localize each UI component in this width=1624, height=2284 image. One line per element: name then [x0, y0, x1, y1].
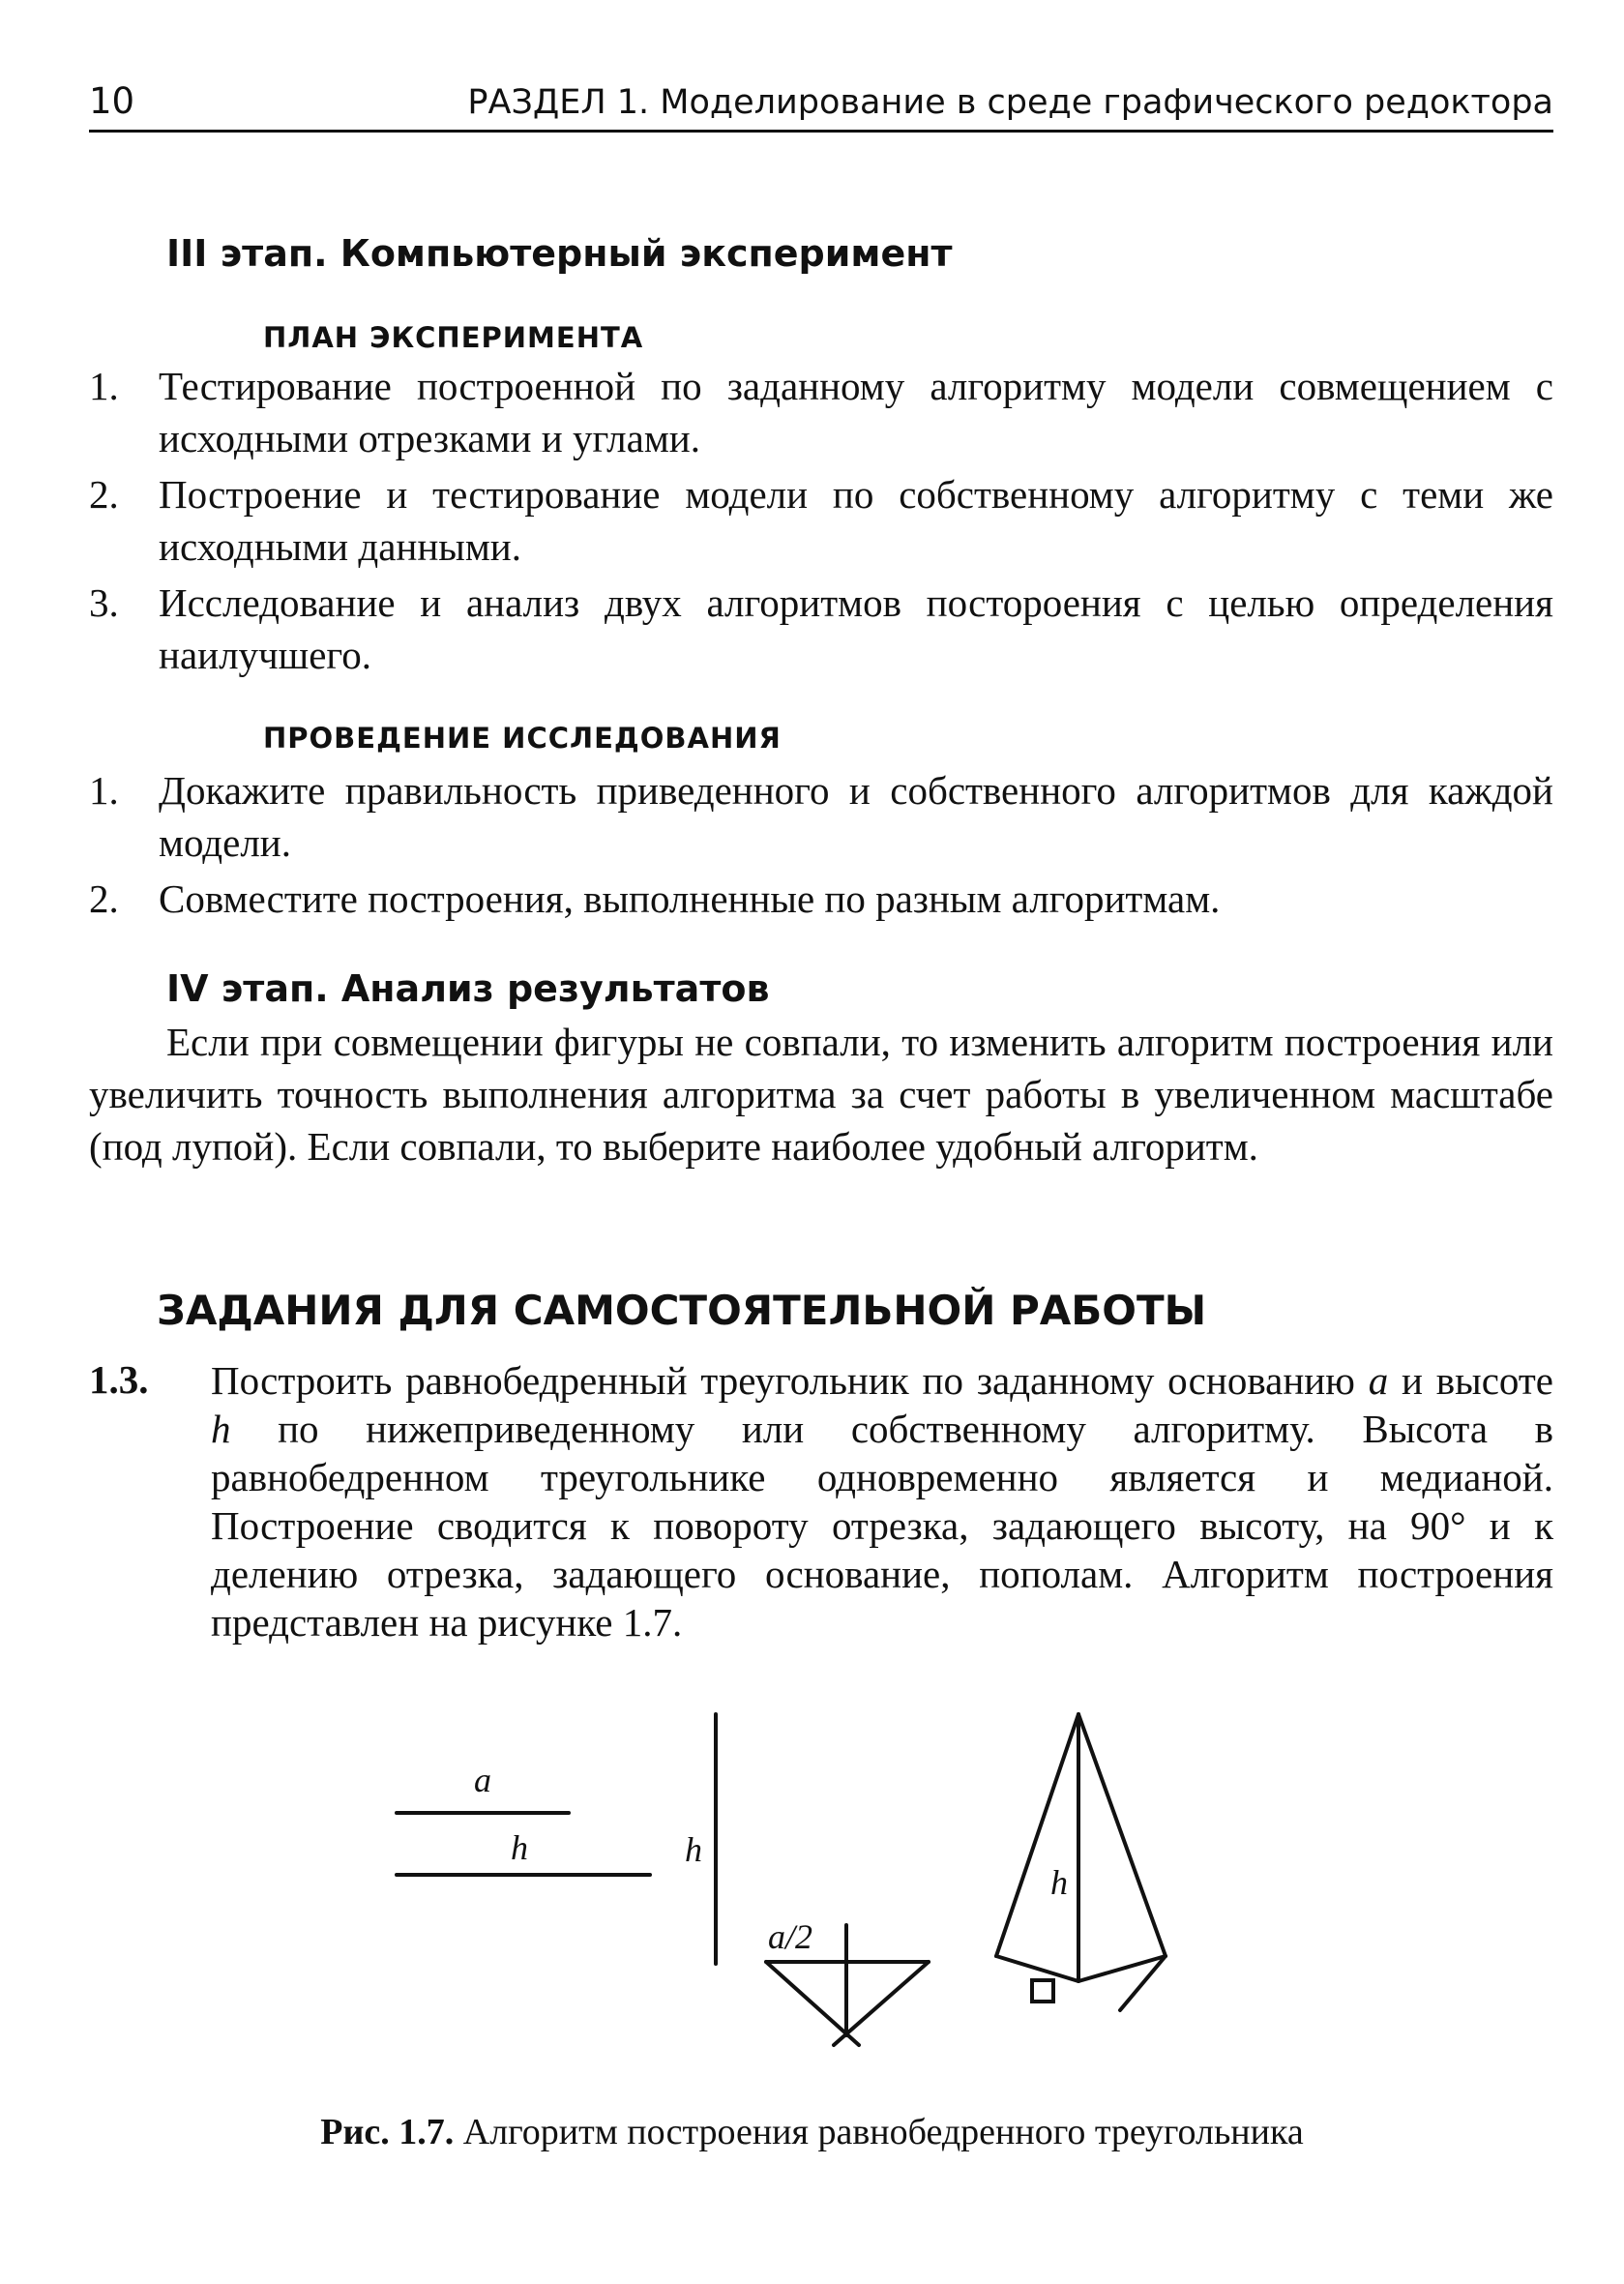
- triangle-left-side: [996, 1714, 1078, 1956]
- task-text-part: по нижеприведенному или собственному алгоритму. Высота в равнобедренном треугольнике одновременно является и медианой. Построение сводится к повороту отрезка, задающего высоту, на 90° и к делению отрезка, задающего основание, пополам. Алгоритм построения представлен на рисунке 1.7.: [211, 1407, 1553, 1645]
- task-number: 1.3.: [89, 1357, 149, 1402]
- plan-item-number: 2.: [89, 472, 119, 517]
- task-var-a: a: [1368, 1358, 1389, 1403]
- label-half-a: a/2: [768, 1917, 813, 1956]
- task-var-h: h: [211, 1407, 231, 1451]
- label-h-triangle: h: [1050, 1863, 1068, 1902]
- stage4-title: IV этап. Анализ результатов: [166, 967, 770, 1010]
- plan-item-text: Тестирование построенной по заданному алгоритму модели совмещением с исходными отрезками и углами.: [159, 364, 1553, 460]
- plan-item-number: 3.: [89, 580, 119, 625]
- plan-item-text: Исследование и анализ двух алгоритмов постороения с целью определения наилучшего.: [159, 580, 1553, 677]
- research-heading: ПРОВЕДЕНИЕ ИССЛЕДОВАНИЯ: [263, 722, 782, 755]
- right-angle-marker: [1032, 1980, 1053, 2002]
- label-h-vertical: h: [685, 1830, 702, 1869]
- figure-caption-text: Алгоритм построения равнобедренного треугольника: [454, 2112, 1304, 2152]
- triangle-right-side: [1078, 1714, 1166, 1956]
- triangle-construction-figure: [377, 1703, 1228, 2109]
- research-item-text: Докажите правильность приведенного и собственного алгоритмов для каждой модели.: [159, 768, 1553, 865]
- plan-heading: ПЛАН ЭКСПЕРИМЕНТА: [263, 321, 644, 354]
- stage3-title: III этап. Компьютерный эксперимент: [166, 232, 953, 275]
- task-text: [211, 1356, 1553, 1646]
- figure-caption-label: Рис. 1.7.: [320, 2112, 455, 2152]
- tasks-section-title: ЗАДАНИЯ ДЛЯ САМОСТОЯТЕЛЬНОЙ РАБОТЫ: [157, 1287, 1207, 1334]
- research-item-number: 2.: [89, 876, 119, 921]
- figure-caption: [0, 2111, 1624, 2153]
- task-text-part: Построить равнобедренный треугольник по заданному основанию: [211, 1358, 1369, 1403]
- research-item-number: 1.: [89, 768, 119, 813]
- stage4-paragraph: Если при совмещении фигуры не совпали, то изменить алгоритм построения или увеличить точность выполнения алгоритма за счет работы в увеличенном масштабе (под лупой). Если совпали, то выберите наиболее удобный алгоритм.: [89, 1020, 1553, 1169]
- label-a: a: [474, 1761, 491, 1799]
- triangle-base-left: [996, 1956, 1078, 1981]
- plan-item-number: 1.: [89, 364, 119, 408]
- running-header: [89, 75, 1553, 133]
- plan-item-text: Построение и тестирование модели по собственному алгоритму с теми же исходными данными.: [159, 472, 1553, 569]
- page-number: 10: [89, 80, 135, 122]
- running-title: РАЗДЕЛ 1. Моделирование в среде графического редоктора: [467, 83, 1553, 122]
- research-item-text: Совместите построения, выполненные по разным алгоритмам.: [159, 876, 1221, 921]
- label-h-segment: h: [511, 1828, 528, 1867]
- task-text-part: и высоте: [1388, 1358, 1553, 1403]
